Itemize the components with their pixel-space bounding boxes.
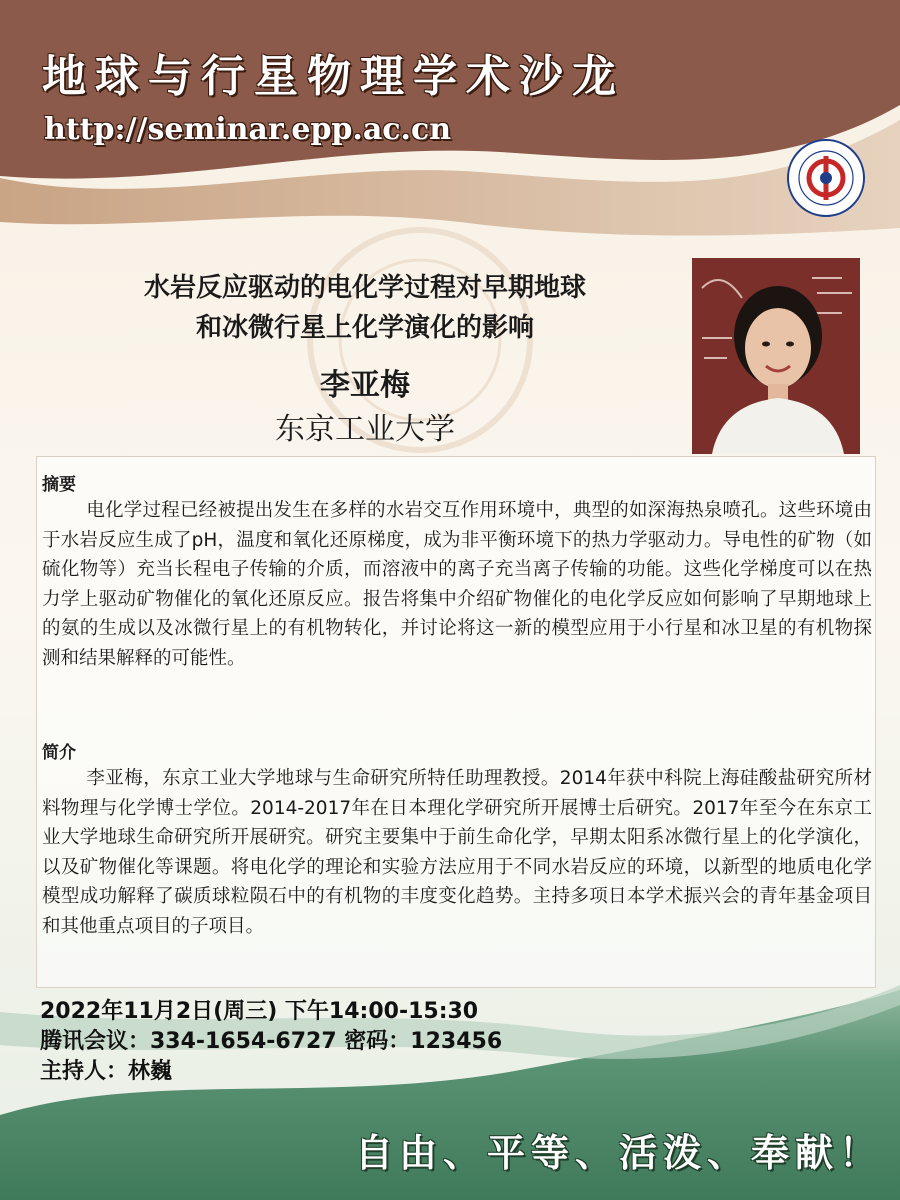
- event-datetime: 2022年11月2日(周三) 下午14:00-15:30: [40, 999, 479, 1024]
- abstract-text: 电化学过程已经被提出发生在多样的水岩交互作用环境中，典型的如深海热泉喷孔。这些环境由于水岩反应生成了pH，温度和氧化还原梯度，成为非平衡环境下的热力学驱动力。导电性的矿物（如硫化物等）充当长程电子传输的介质，而溶液中的离子充当离子传输的功能。这些化学梯度可以在热力学上驱动矿物催化的氧化还原反应。报告将集中介绍矿物催化的电化学反应如何影响了早期地球上的氨的生成以及冰微行星上的有机物转化，并讨论将这一新的模型应用于小行星和冰卫星的有机物探测和结果解释的可能性。: [42, 500, 872, 669]
- bio-heading: 简介: [42, 743, 76, 763]
- talk-title-line-1: 水岩反应驱动的电化学过程对早期地球: [143, 273, 586, 303]
- abstract-heading: 摘要: [42, 475, 76, 495]
- motto: 自由、平等、活泼、奉献！: [355, 1130, 884, 1175]
- series-title: 地球与行星物理学术沙龙: [42, 51, 625, 102]
- meeting-info: 腾讯会议：334-1654-6727 密码：123456: [40, 1029, 503, 1054]
- speaker-photo: [692, 258, 860, 454]
- talk-title: [60, 268, 670, 348]
- talk-title-line-2: 和冰微行星上化学演化的影响: [195, 313, 534, 343]
- bio-text: 李亚梅，东京工业大学地球与生命研究所特任助理教授。2014年获中科院上海硅酸盐研究所材料物理与化学博士学位。2014-2017年在日本理化学研究所开展博士后研究。2017年至今在东京工业大学地球生命研究所开展研究。研究主要集中于前生命化学，早期太阳系冰微行星上的化学演化，以及矿物催化等课题。将电化学的理论和实验方法应用于不同水岩反应的环境，以新型的地质电化学模型成功解释了碳质球粒陨石中的有机物的丰度变化趋势。主持多项日本学术振兴会的青年基金项目和其他重点项目的子项目。: [42, 768, 872, 937]
- seminar-url[interactable]: http://seminar.epp.ac.cn: [44, 112, 452, 147]
- institute-logo: [786, 138, 866, 218]
- host-info: 主持人：林巍: [40, 1059, 173, 1084]
- speaker-affiliation: 东京工业大学: [275, 412, 455, 447]
- speaker-name: 李亚梅: [320, 368, 410, 403]
